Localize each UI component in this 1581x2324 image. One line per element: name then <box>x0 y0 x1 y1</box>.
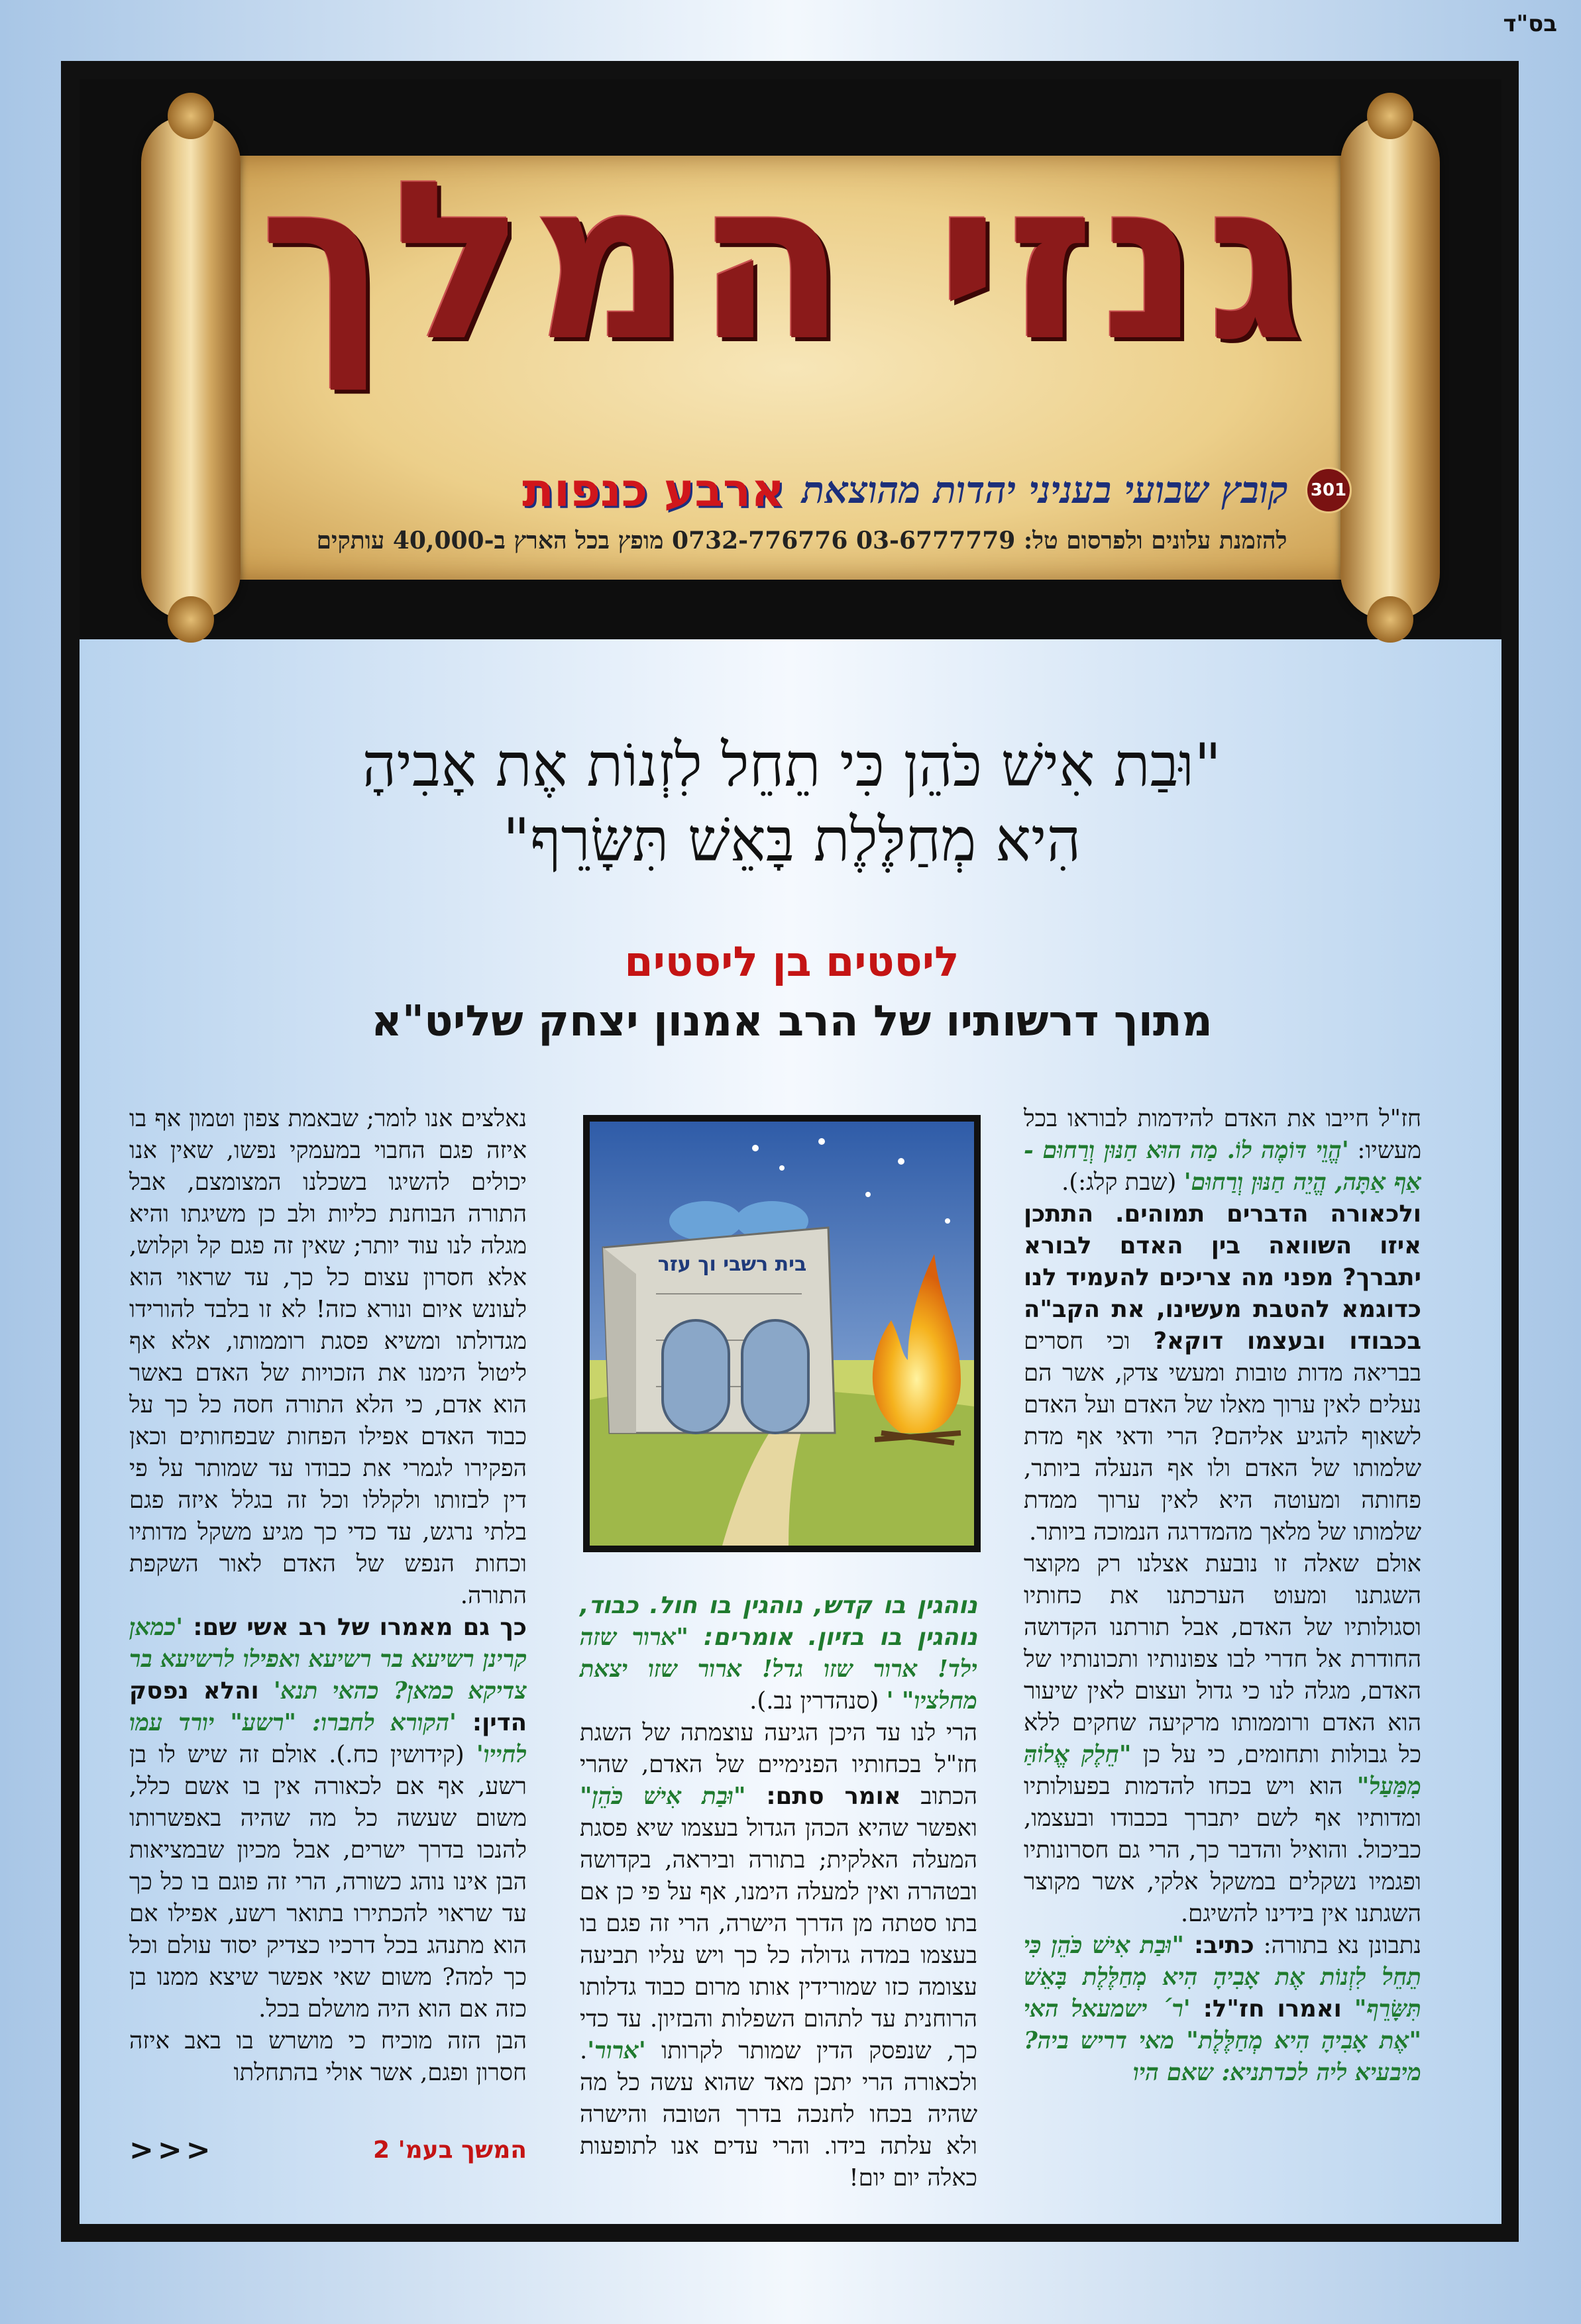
article-illustration <box>583 1115 981 1552</box>
paragraph: נתבונן נא בתורה: כתיב: "וּבַת אִישׁ כֹּהֵן כִּי תֵחֵל לִזְנוֹת אֶת אָבִיהָ הִיא מְחַלֶּלֶת בָּאֵשׁ תִּשָּׂרֵף" ואמרו חז"ל: 'ר´ ישמעאל האי "אֶת אָבִיהָ הִיא מְחַלֶּלֶת" מאי דריש ביה? מיבעיא ליה לכדתניא: שאם היו <box>1024 1932 1421 2086</box>
continue-label[interactable]: המשך בעמ' 2 <box>372 2137 527 2164</box>
paragraph: הבן הזה מוכיח כי מושרש בו באב איזה חסרון ופגם, אשר אולי בהתחלתו <box>129 2027 527 2086</box>
paragraph: הרי לנו עד היכן הגיעה עוצמתה של השגת חז"ל בכחותיו הפנימיים של האדם, שהרי הכתוב אומר סתם: "וּבַת אִישׁ כֹּהֵן" ואפשר שהיא הכהן הגדול בעצמו שיא פסגת המעלה האלקית; בתורה וביראה, בקדושה ובטהרה ואין למעלה הימנו, אף על פי כן אם בתו סטתה מן הדרך הישרה, הרי זה פגם בו בעצמו במדה גדולה כל כך ויש עליו תביעה עצומה כזו שמורידין אותו מרום כבוד גדלותו הרוחנית עד לתהום השפלות והבזיון. עד כדי כך, שנפסק הדין שמותר לקרותו 'ארור'. ולכאורה הרי יתכן מאד שהוא עשה כל מה שהיה בכחו לחנכה בדרך הטובה והישרה ולא עלתה בידו. והרי עדים אנו לתופעות כאלה יום יום! <box>580 1719 977 2192</box>
continue-arrows-icon[interactable]: <<< <box>129 2133 215 2167</box>
bsd-mark: בס"ד <box>1503 11 1557 37</box>
contact-line: להזמנת עלונים ולפרסום טל: 03-6777779 0732-776776 מופץ בכל הארץ ב-40,000 עותקים <box>316 527 1287 555</box>
paragraph: חז"ל חייבו את האדם להידמות לבוראו בכל מעשיו: 'הֱוֵי דּוֹמֶה לוֹ. מַה הוּא חַנּוּן וְרַחוּם - אַף אַתָּה, הֱיֵה חַנּוּן וְרַחוּם' (שבת קלג:). <box>1024 1105 1422 1196</box>
paragraph: אולם שאלה זו נובעת אצלנו רק מקוצר השגתנו ומעוט הערכתנו את כחותיו וסגולותיו של האדם, אבל תורתנו הקדושה החודרת אל חדרי לבו צפונותיו ותכונותיו של האדם, מגלה לנו כי גדול ועצום לאין שיעור הוא האדם ורוממותו מרקיעה שחקים ללא כל גבולות ותחומים, כי על כן "חֵלֶק אֱלוֹהַּ מִמַּעַל" הוא ויש בכחו להדמות בפעולותיו ומדותיו אף לשם יתברך בכבודו ובעצמו, כביכול. והואיל והדבר כך, הרי גם חסרונותיו ופגמיו נשקלים במשקל אלקי, אשר מקוצר השגתנו אין בידינו להשיגם. <box>1024 1550 1421 1927</box>
continue-link[interactable] <box>129 2133 527 2167</box>
column-middle <box>580 1590 977 2194</box>
masthead-subrow <box>265 457 1352 523</box>
title-line-1: "וּבַת אִישׁ כֹּהֵן כִּי תֵחֵל לִזְנוֹת אֶת אָבִיהָ <box>362 731 1222 800</box>
building-sign: בית רשבי וך עזר <box>657 1253 807 1276</box>
masthead-title: גנזי המלך <box>259 134 1311 389</box>
title-line-2: הִיא מְחַלֶּלֶת בָּאֵשׁ תִּשָּׂרֵף" <box>502 805 1081 875</box>
brand-logo: ארבע כנפות <box>522 463 785 517</box>
paragraph: נוהגין בו קדש, נוהגין בו חול. כבוד, נוהגין בו בזיון. אומרים: "ארור שזה ילד! ארור שזו גדל! ארור שזו יצאת מחלציו" ' (סנהדרין נב.). <box>580 1592 977 1715</box>
column-right <box>1024 1103 1421 2089</box>
issue-number-badge: 301 <box>1305 467 1352 513</box>
illustration-drawing <box>590 1122 974 1546</box>
column-left <box>129 1103 527 2089</box>
article-title <box>119 729 1464 878</box>
paragraph: ולכאורה הדברים תמוהים. התתכן איזו השוואה בין האדם לבורא יתברך? מפני מה צריכים להעמיד לנו כדוגמא להטבת מעשינו, את הקב"ה בכבודו ובעצמו דוקא? וכי חסרים בבריאה מדות טובות ומעשי צדק, אשר הם נעלים לאין ערוך מאלו של האדם ועל האדם לשאוף להגיע אליהם? הרי ודאי אף מדת שלמותו של האדם ולו אף הנעלה ביותר, פחותה ומעוטה היא לאין ערוך ממדת שלמותו של מלאך מהמדרגה הנמוכה ביותר. <box>1024 1200 1421 1546</box>
paragraph: כך גם מאמרו של רב אשי שם: 'כמאן קרינן רשיעא בר רשיעא ואפילו לרשיעא בר צדיקא כמאן? כהאי תנא' והלא נפסק הדין: 'הקורא לחברו: "רשע" יורד עמו לחייו' (קידושין כח.). אולם זה שיש לו בן רשע, אף אם לכאורה אין בו אשם כלל, משום שעשה כל מה שהיה באפשרותו להנכו בדרך ישרים, אבל מכיון שבמציאות הבן אינו נוהג כשורה, הרי זה פוגם בו כל כך עד שראוי להכתירו בתואר רשע, אפילו אם הוא מתנהג בכל דרכיו כצדיק יסוד עולם וכל כך למה? משום שאי אפשר שיצא ממנו בן כזה אם הוא היה מושלם בכל. <box>129 1614 527 2023</box>
tagline: קובץ שבועי בעניני יהדות מהוצאת <box>802 468 1288 512</box>
article-subtitle: מתוך דרשותיו של הרב אמנון יצחק שליט"א <box>371 997 1213 1046</box>
paragraph: נאלצים אנו לומר; שבאמת צפון וטמון אף בו איזה פגם החבוי במעמקי נפשו, שאין אנו יכולים להשיגו בשכלנו המצומצם, אבל התורה הבוחנת כליות ולב כן משיגתו והיא מגלה לנו עוד יותר; שאין זה פגם קל וקלוש, אלא חסרון עצום כל כך, עד שראוי הוא לעונש איום ונורא כזה! לא זו בלבד להורידו מגדולתו ומשיא פסגת רוממותו, אלא אף ליטול הימנו את הזכויות של האדם באשר הוא אדם, כי הלא התורה חסה כל כך על כבוד האדם אפילו הפחות שבפחותים וכאן הפקירו לגמרי את כבודו עד שמותר על פי דין לבזותו ולקללו וכל זה בגלל איזה פגם בלתי נרגש, עד כדי כך מגיע משקל מדותיו וכחות הנפש של האדם לאור השקפת התורה. <box>129 1105 527 1609</box>
article-author: ליסטים בן ליסטים <box>624 937 959 986</box>
